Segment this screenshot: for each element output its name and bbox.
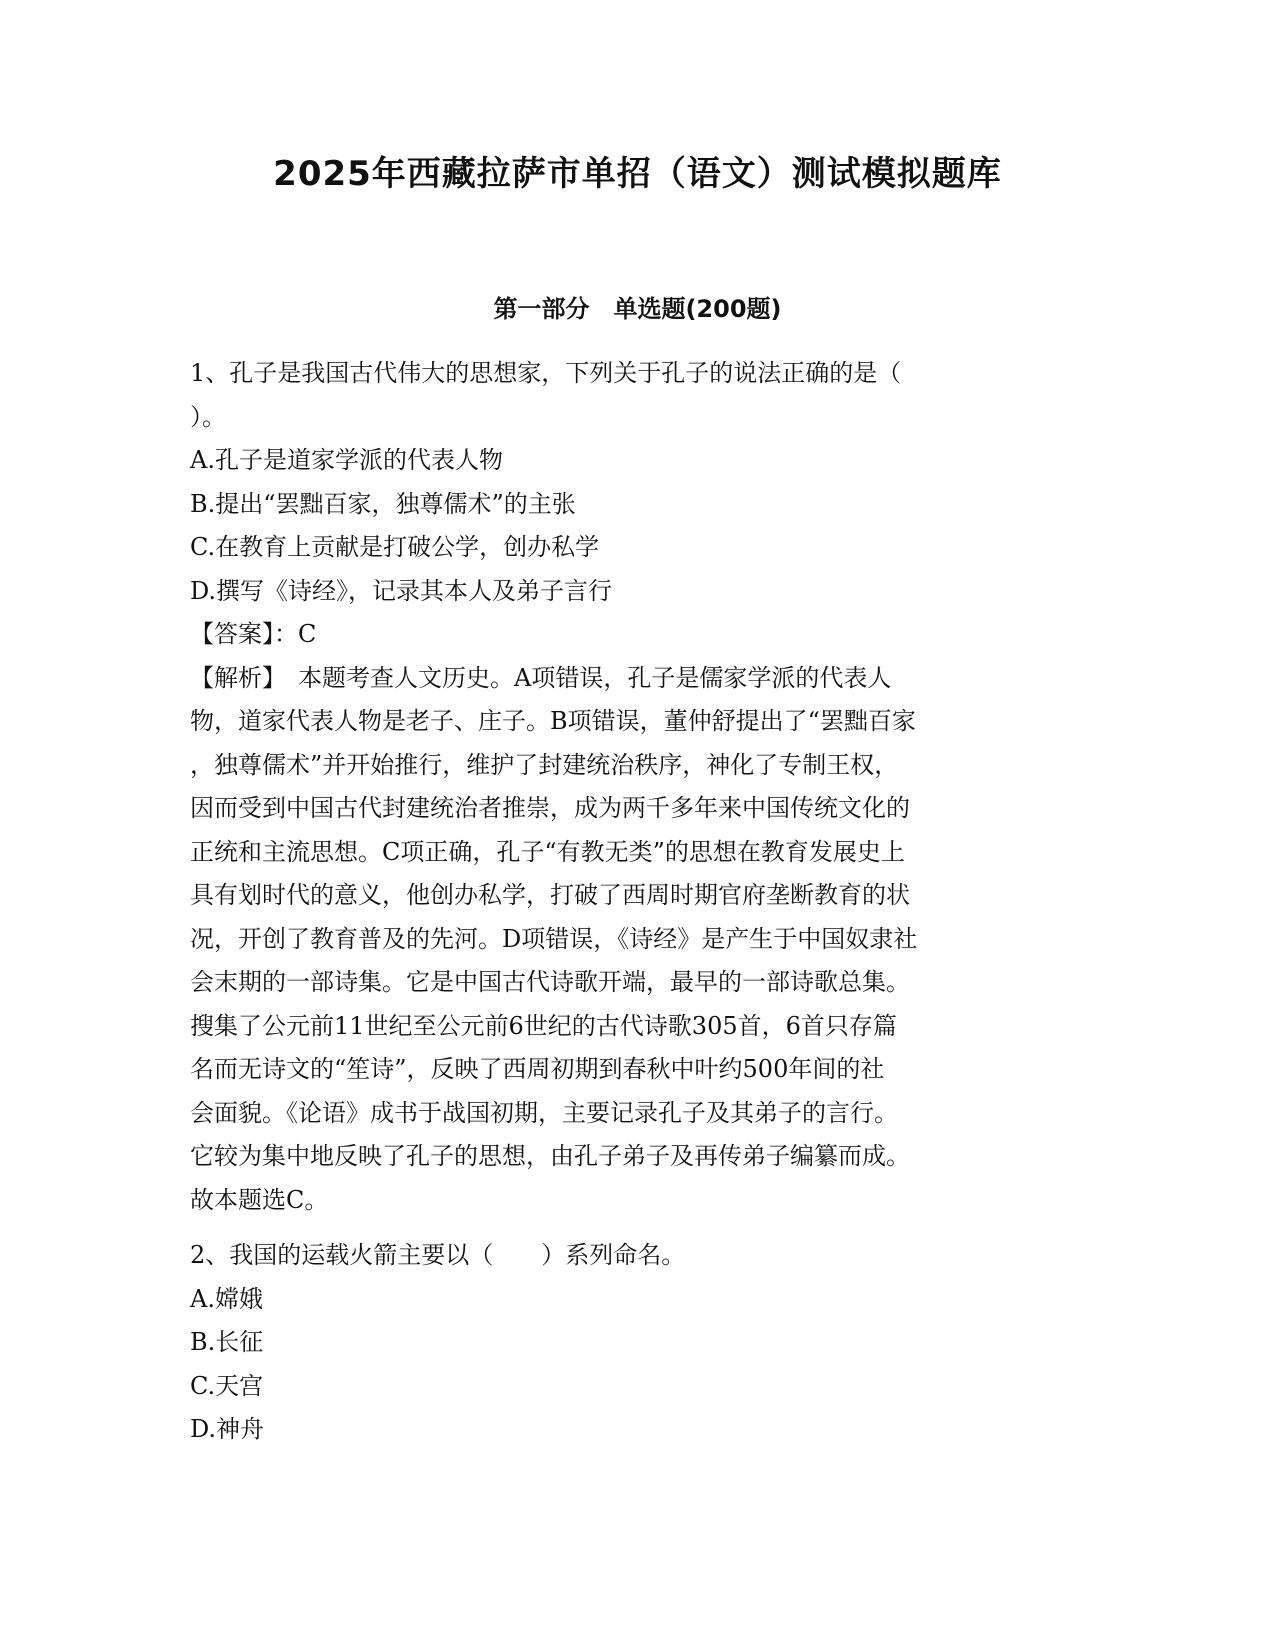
option-c: C.天宫 — [190, 1371, 264, 1400]
question-separator — [190, 1222, 1095, 1234]
analysis-line: 故本题选C。 — [190, 1185, 329, 1214]
analysis-line: 正统和主流思想。C项正确，孔子“有教无类”的思想在教育发展史上 — [190, 837, 905, 866]
question-stem-line: 1、孔子是我国古代伟大的思想家，下列关于孔子的说法正确的是（ — [190, 359, 902, 387]
analysis-line: ，独尊儒术”并开始推行，维护了封建统治秩序，神化了专制王权， — [190, 750, 899, 779]
analysis-line: 会末期的一部诗集。它是中国古代诗歌开端，最早的一部诗歌总集。 — [190, 968, 910, 996]
option-c: C.在教育上贡献是打破公学，创办私学 — [190, 533, 600, 561]
option-b: B.提出“罢黜百家，独尊儒术”的主张 — [190, 489, 576, 518]
analysis-line: 名而无诗文的“笙诗”，反映了西周初期到春秋中叶约500年间的社 — [190, 1055, 885, 1083]
option-a: A.嫦娥 — [190, 1284, 263, 1313]
analysis-line: 搜集了公元前11世纪至公元前6世纪的古代诗歌305首，6首只存篇 — [190, 1011, 897, 1040]
analysis-line: 会面貌。《论语》成书于战国初期，主要记录孔子及其弟子的言行。 — [190, 1098, 898, 1127]
question-block — [190, 352, 1095, 1222]
analysis-line: 它较为集中地反映了孔子的思想，由孔子弟子及再传弟子编纂而成。 — [190, 1142, 910, 1170]
option-d: D.神舟 — [190, 1415, 265, 1443]
question-list — [190, 352, 1095, 1452]
analysis-line: 【解析】 本题考查人文历史。A项错误，孔子是儒家学派的代表人 — [190, 663, 892, 692]
analysis-line: 具有划时代的意义，他创办私学，打破了西周时期官府垄断教育的状 — [190, 881, 910, 909]
document-title: 2025年西藏拉萨市单招（语文）测试模拟题库 — [273, 154, 1002, 194]
question-stem-line: ）。 — [190, 402, 226, 431]
section-heading: 第一部分 单选题(200题) — [493, 295, 782, 323]
option-d: D.撰写《诗经》，记录其本人及弟子言行 — [190, 576, 613, 605]
analysis-line: 物，道家代表人物是老子、庄子。B项错误，董仲舒提出了“罢黜百家 — [190, 707, 916, 735]
answer-line: 【答案】：C — [190, 620, 317, 648]
question-block — [190, 1234, 1095, 1452]
analysis-line: 况，开创了教育普及的先河。D项错误，《诗经》是产生于中国奴隶社 — [190, 924, 918, 953]
option-a: A.孔子是道家学派的代表人物 — [190, 446, 503, 474]
option-b: B.长征 — [190, 1328, 264, 1356]
analysis-line: 因而受到中国古代封建统治者推崇，成为两千多年来中国传统文化的 — [190, 794, 910, 822]
question-stem-line: 2、我国的运载火箭主要以（ ）系列命名。 — [190, 1241, 686, 1269]
